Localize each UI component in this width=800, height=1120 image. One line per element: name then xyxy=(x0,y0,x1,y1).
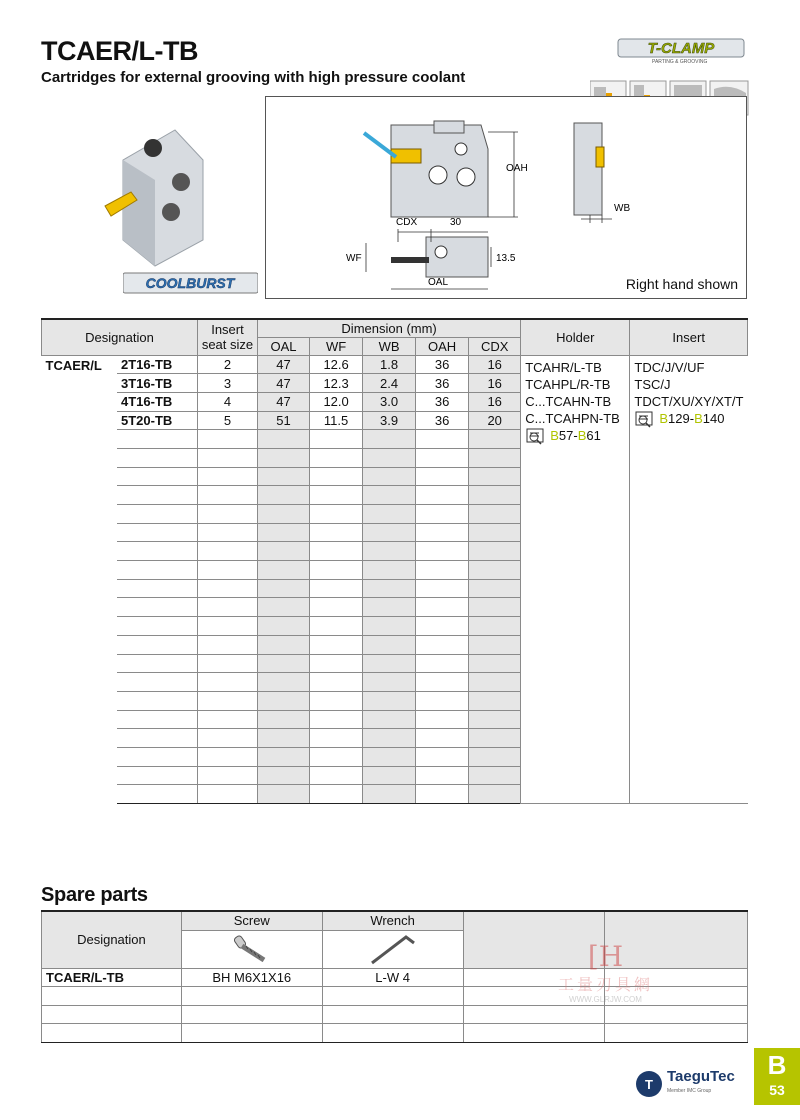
row-wb: 1.8 xyxy=(363,355,416,374)
empty-cell xyxy=(257,542,309,561)
row-wf: 12.3 xyxy=(310,374,363,393)
catalog-book-icon xyxy=(525,427,547,445)
empty-cell xyxy=(469,654,521,673)
spare-col-wrench: Wrench xyxy=(322,911,463,930)
insert-cell xyxy=(630,355,748,804)
empty-cell xyxy=(416,747,469,766)
empty-cell xyxy=(363,486,416,505)
taegutec-logo xyxy=(635,1068,747,1100)
t-clamp-logo xyxy=(612,36,747,66)
spare-col-screw: Screw xyxy=(181,911,322,930)
empty-cell xyxy=(363,430,416,449)
row-cdx: 16 xyxy=(469,374,521,393)
empty-cell xyxy=(469,467,521,486)
page-title: TCAER/L-TB xyxy=(41,36,198,66)
empty-cell xyxy=(363,747,416,766)
row-cdx: 16 xyxy=(469,355,521,374)
empty-cell xyxy=(197,579,257,598)
empty-cell xyxy=(310,691,363,710)
empty-cell xyxy=(257,785,309,804)
empty-cell xyxy=(257,467,309,486)
col-oah: OAH xyxy=(416,337,469,355)
empty-cell xyxy=(363,785,416,804)
empty-cell xyxy=(416,766,469,785)
holder-cell xyxy=(521,355,630,804)
empty-cell xyxy=(469,785,521,804)
right-hand-caption: Right hand shown xyxy=(625,276,738,292)
empty-cell xyxy=(257,561,309,580)
empty-cell xyxy=(416,467,469,486)
col-insert: Insert xyxy=(630,319,748,355)
empty-cell xyxy=(416,654,469,673)
ref-page: 57 xyxy=(558,428,574,443)
table-row xyxy=(42,1024,748,1043)
table-row xyxy=(42,355,748,374)
empty-cell xyxy=(416,579,469,598)
empty-cell xyxy=(257,691,309,710)
empty-cell xyxy=(310,579,363,598)
empty-cell xyxy=(117,710,197,729)
empty-cell xyxy=(257,448,309,467)
empty-cell xyxy=(416,785,469,804)
empty-cell xyxy=(117,505,197,524)
empty-cell xyxy=(117,486,197,505)
empty-cell xyxy=(117,766,197,785)
empty-cell xyxy=(416,523,469,542)
coolburst-logo xyxy=(123,272,258,294)
empty-cell xyxy=(257,635,309,654)
empty-cell xyxy=(469,729,521,748)
empty-cell xyxy=(310,542,363,561)
holder-item: TCAHPL/R-TB xyxy=(525,376,611,392)
empty-cell xyxy=(257,598,309,617)
cartridge-render xyxy=(95,120,205,270)
empty-cell xyxy=(310,635,363,654)
empty-cell xyxy=(197,561,257,580)
row-oah: 36 xyxy=(416,374,469,393)
col-seat-size: Insert seat size xyxy=(197,319,257,355)
empty-cell xyxy=(310,505,363,524)
col-cdx: CDX xyxy=(469,337,521,355)
row-code: 5T20-TB xyxy=(117,411,197,430)
empty-cell xyxy=(310,710,363,729)
technical-drawing xyxy=(265,96,747,299)
empty-cell xyxy=(469,561,521,580)
empty-cell xyxy=(363,561,416,580)
col-wb: WB xyxy=(363,337,416,355)
ref-section: B xyxy=(694,411,703,426)
empty-cell xyxy=(117,673,197,692)
empty-cell xyxy=(197,523,257,542)
oal-label: OAL xyxy=(428,277,449,288)
row-oah: 36 xyxy=(416,355,469,374)
empty-cell xyxy=(197,654,257,673)
row-oah: 36 xyxy=(416,411,469,430)
empty-cell xyxy=(416,598,469,617)
empty-cell xyxy=(117,561,197,580)
designation-prefix: TCAER/L xyxy=(45,357,102,373)
empty-cell xyxy=(197,729,257,748)
insert-item: TDC/J/V/UF xyxy=(634,359,705,375)
spare-parts-title: Spare parts xyxy=(41,884,148,906)
holder-page-ref[interactable] xyxy=(525,427,625,445)
empty-cell xyxy=(363,505,416,524)
row-cdx: 16 xyxy=(469,392,521,411)
watermark-url: WWW.GLRJW.COM xyxy=(569,995,642,1004)
row-oal: 47 xyxy=(257,392,309,411)
ref-page: 129 xyxy=(668,411,690,426)
page-number: 53 xyxy=(769,1082,785,1098)
empty-cell xyxy=(197,467,257,486)
empty-cell xyxy=(257,486,309,505)
row-oah: 36 xyxy=(416,392,469,411)
empty-cell xyxy=(363,673,416,692)
empty-cell xyxy=(197,673,257,692)
empty-cell xyxy=(363,691,416,710)
empty-cell xyxy=(363,766,416,785)
screw-icon xyxy=(232,932,272,964)
empty-cell xyxy=(469,691,521,710)
empty-cell xyxy=(416,729,469,748)
cdx-label: CDX xyxy=(396,217,418,228)
row-code: 3T16-TB xyxy=(117,374,197,393)
empty-cell xyxy=(197,486,257,505)
empty-cell xyxy=(469,673,521,692)
company-group: Member IMC Group xyxy=(667,1088,712,1094)
empty-cell xyxy=(197,598,257,617)
watermark-text: 工量刃具網 xyxy=(557,977,653,994)
empty-cell xyxy=(469,635,521,654)
page-subtitle: Cartridges for external grooving with high pressure coolant xyxy=(41,69,466,86)
empty-cell xyxy=(310,430,363,449)
empty-cell xyxy=(257,710,309,729)
row-wb: 2.4 xyxy=(363,374,416,393)
col-holder: Holder xyxy=(521,319,630,355)
row-oal: 47 xyxy=(257,355,309,374)
spare-designation: TCAER/L-TB xyxy=(42,968,182,987)
empty-cell xyxy=(310,467,363,486)
empty-cell xyxy=(117,523,197,542)
empty-cell xyxy=(117,542,197,561)
empty-cell xyxy=(469,766,521,785)
hex-wrench-icon xyxy=(368,931,418,965)
insert-item: TSC/J xyxy=(634,376,671,392)
col-oal: OAL xyxy=(257,337,309,355)
insert-page-ref[interactable] xyxy=(634,410,743,428)
row-oal: 51 xyxy=(257,411,309,430)
company-name: TaeguTec xyxy=(667,1068,735,1085)
ref-section: B xyxy=(577,428,587,443)
ref-section: B xyxy=(550,428,559,443)
empty-cell xyxy=(416,691,469,710)
empty-cell xyxy=(416,635,469,654)
empty-cell xyxy=(117,598,197,617)
cartridge-table xyxy=(41,318,748,804)
empty-cell xyxy=(257,673,309,692)
empty-cell xyxy=(197,430,257,449)
empty-cell xyxy=(197,635,257,654)
empty-cell xyxy=(310,523,363,542)
empty-cell xyxy=(310,766,363,785)
row-code: 4T16-TB xyxy=(117,392,197,411)
empty-cell xyxy=(197,747,257,766)
row-seat: 3 xyxy=(197,374,257,393)
empty-cell xyxy=(363,635,416,654)
empty-cell xyxy=(310,448,363,467)
empty-cell xyxy=(363,617,416,636)
empty-cell xyxy=(117,785,197,804)
empty-cell xyxy=(117,654,197,673)
row-seat: 2 xyxy=(197,355,257,374)
empty-cell xyxy=(416,617,469,636)
empty-cell xyxy=(197,448,257,467)
svg-text:T: T xyxy=(645,1077,653,1092)
empty-cell xyxy=(363,710,416,729)
empty-cell xyxy=(416,448,469,467)
empty-cell xyxy=(310,654,363,673)
row-code: 2T16-TB xyxy=(117,355,197,374)
col-wf: WF xyxy=(310,337,363,355)
empty-cell xyxy=(117,467,197,486)
empty-cell xyxy=(197,542,257,561)
section-tab xyxy=(754,1048,800,1105)
t-clamp-logo-text: T-CLAMP xyxy=(647,40,715,57)
empty-cell xyxy=(416,486,469,505)
row-wb: 3.9 xyxy=(363,411,416,430)
empty-cell xyxy=(197,505,257,524)
empty-cell xyxy=(416,710,469,729)
empty-cell xyxy=(197,766,257,785)
empty-cell xyxy=(117,579,197,598)
ref-page: 61 xyxy=(586,428,601,443)
empty-cell xyxy=(310,598,363,617)
ref-section: B xyxy=(659,411,669,426)
empty-cell xyxy=(416,505,469,524)
ref-dash: - xyxy=(689,411,695,426)
empty-cell xyxy=(469,430,521,449)
spare-wrench: L-W 4 xyxy=(322,968,463,987)
watermark-logo: [H xyxy=(587,940,624,973)
empty-cell xyxy=(117,747,197,766)
empty-cell xyxy=(416,673,469,692)
empty-cell xyxy=(257,766,309,785)
empty-cell xyxy=(257,430,309,449)
row-seat: 5 xyxy=(197,411,257,430)
wrench-image-cell xyxy=(322,930,463,968)
empty-cell xyxy=(469,617,521,636)
empty-cell xyxy=(257,523,309,542)
spare-col-designation: Designation xyxy=(42,911,182,968)
screw-image-cell xyxy=(181,930,322,968)
col-dimension: Dimension (mm) xyxy=(257,319,520,337)
empty-cell xyxy=(363,654,416,673)
empty-cell xyxy=(310,673,363,692)
empty-cell xyxy=(257,505,309,524)
row-wf: 12.6 xyxy=(310,355,363,374)
empty-cell xyxy=(310,617,363,636)
t-clamp-tagline: PARTING & GROOVING xyxy=(652,59,708,65)
section-letter: B xyxy=(767,1050,787,1080)
empty-cell xyxy=(469,598,521,617)
spare-screw: BH M6X1X16 xyxy=(181,968,322,987)
empty-cell xyxy=(469,448,521,467)
empty-cell xyxy=(469,710,521,729)
empty-cell xyxy=(117,448,197,467)
empty-cell xyxy=(257,729,309,748)
empty-cell xyxy=(117,635,197,654)
empty-cell xyxy=(117,617,197,636)
ref-dash: - xyxy=(573,428,578,443)
empty-cell xyxy=(310,561,363,580)
empty-cell xyxy=(257,654,309,673)
dim-30-label: 30 xyxy=(450,217,462,228)
row-wf: 12.0 xyxy=(310,392,363,411)
row-oal: 47 xyxy=(257,374,309,393)
empty-cell xyxy=(197,785,257,804)
holder-item: C...TCAHN-TB xyxy=(525,393,612,409)
empty-cell xyxy=(363,598,416,617)
empty-cell xyxy=(363,729,416,748)
row-wf: 11.5 xyxy=(310,411,363,430)
ref-page: 140 xyxy=(702,411,725,426)
empty-cell xyxy=(363,523,416,542)
empty-cell xyxy=(469,579,521,598)
wb-label: WB xyxy=(614,203,631,214)
empty-cell xyxy=(257,579,309,598)
holder-item: C...TCAHPN-TB xyxy=(525,410,620,426)
row-wb: 3.0 xyxy=(363,392,416,411)
empty-cell xyxy=(117,430,197,449)
empty-cell xyxy=(363,542,416,561)
row-seat: 4 xyxy=(197,392,257,411)
empty-cell xyxy=(310,747,363,766)
empty-cell xyxy=(469,747,521,766)
empty-cell xyxy=(363,448,416,467)
empty-cell xyxy=(363,467,416,486)
col-designation: Designation xyxy=(42,319,198,355)
coolburst-logo-text: COOLBURST xyxy=(145,275,235,291)
empty-cell xyxy=(310,486,363,505)
empty-cell xyxy=(363,579,416,598)
catalog-book-icon xyxy=(634,410,656,428)
empty-cell xyxy=(197,617,257,636)
empty-cell xyxy=(469,523,521,542)
empty-cell xyxy=(416,542,469,561)
empty-cell xyxy=(117,729,197,748)
holder-item: TCAHR/L-TB xyxy=(525,359,602,375)
empty-cell xyxy=(197,691,257,710)
dim-13-5-label: 13.5 xyxy=(496,253,516,264)
empty-cell xyxy=(257,747,309,766)
insert-item: TDCT/XU/XY/XT/T xyxy=(634,393,744,409)
empty-cell xyxy=(197,710,257,729)
empty-cell xyxy=(416,430,469,449)
wf-label: WF xyxy=(346,253,362,264)
empty-cell xyxy=(310,729,363,748)
empty-cell xyxy=(117,691,197,710)
empty-cell xyxy=(416,561,469,580)
drawing-svg xyxy=(266,97,748,300)
oah-label: OAH xyxy=(506,163,528,174)
empty-cell xyxy=(257,617,309,636)
empty-cell xyxy=(469,505,521,524)
watermark xyxy=(538,942,673,1014)
taegutec-logo-icon xyxy=(635,1070,663,1098)
empty-cell xyxy=(310,785,363,804)
row-cdx: 20 xyxy=(469,411,521,430)
empty-cell xyxy=(469,542,521,561)
empty-cell xyxy=(469,486,521,505)
